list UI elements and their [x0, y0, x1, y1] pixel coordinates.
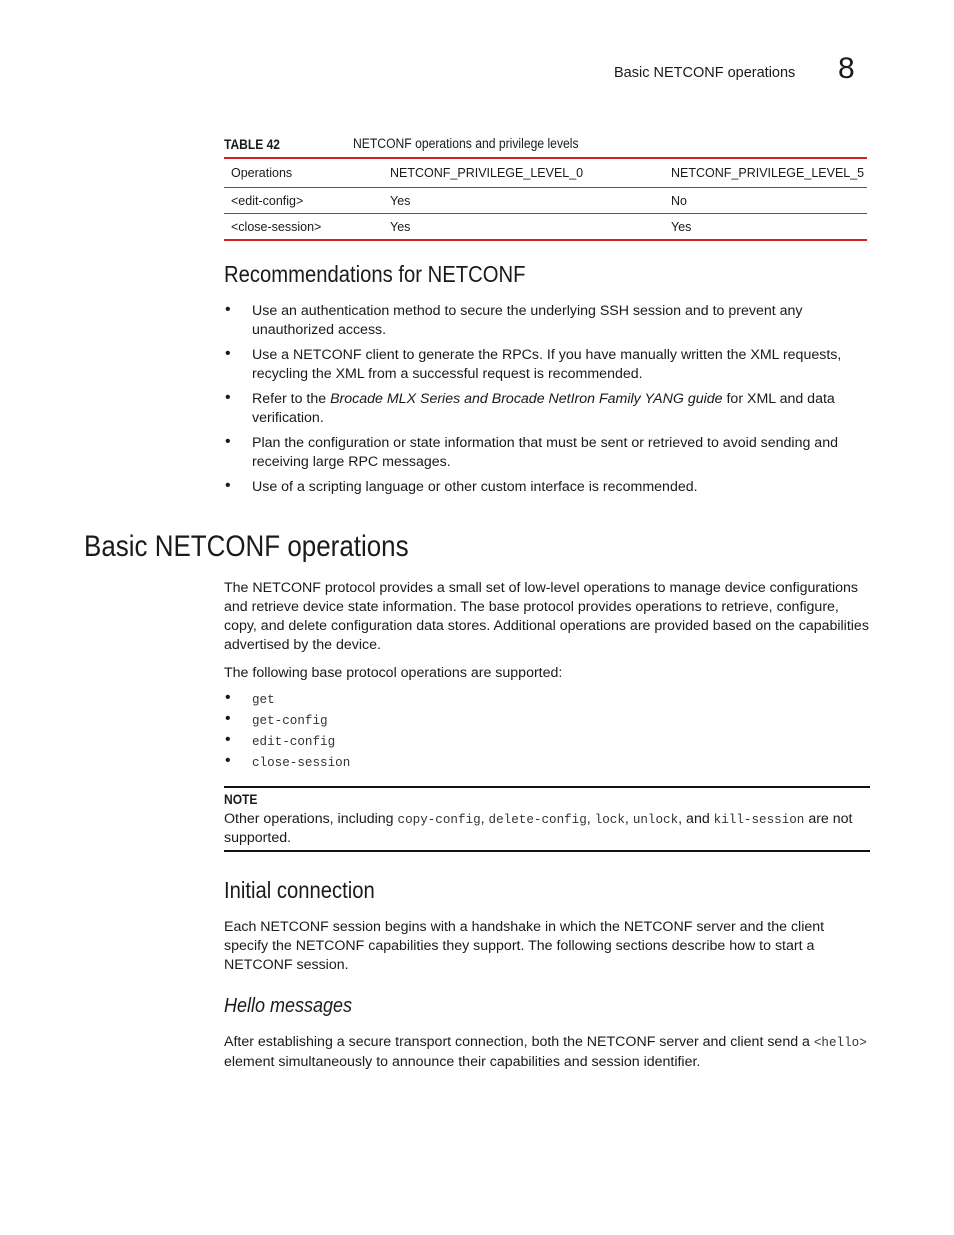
list-item: [224, 752, 624, 773]
list-item-text: Refer to the: [252, 391, 331, 407]
bullet-icon: •: [225, 345, 231, 362]
list-item: [224, 302, 872, 340]
list-item-text: Plan the configuration or state information that must be sent or retrieved to avoid sending and receiving large RPC messages.: [252, 435, 838, 470]
privilege-levels-table: [224, 157, 867, 241]
table-cell: No: [664, 188, 867, 214]
operation-code: edit-config: [252, 735, 336, 749]
bullet-icon: •: [225, 301, 231, 318]
table-row: [224, 188, 867, 214]
list-item: [224, 434, 872, 472]
lead-in-paragraph: The following base protocol operations are supported:: [224, 665, 563, 681]
note-code: copy-config: [397, 813, 481, 827]
initial-connection-paragraph: Each NETCONF session begins with a handshake in which the NETCONF server and the client specify the NETCONF capabilities they support. The following sections describe how to start a NETCONF session.: [224, 919, 825, 973]
list-item: [224, 689, 624, 710]
table-caption-title: NETCONF operations and privilege levels: [353, 136, 579, 151]
note-text: [224, 810, 870, 847]
operation-code: get: [252, 693, 275, 707]
table-header-row: [224, 158, 867, 188]
list-item: [224, 710, 624, 731]
section-heading: Basic NETCONF operations: [84, 530, 409, 563]
list-item: [224, 731, 624, 752]
table-cell: <close-session>: [224, 214, 383, 241]
table-header-cell: Operations: [224, 158, 383, 188]
recommendations-heading: Recommendations for NETCONF: [224, 261, 526, 287]
operation-code: close-session: [252, 756, 351, 770]
note-text-part: Other operations, including: [224, 811, 398, 827]
running-header-title: Basic NETCONF operations: [614, 65, 796, 81]
bullet-icon: •: [225, 731, 231, 748]
recommendations-list: [224, 302, 872, 503]
note-box: [224, 786, 870, 852]
bullet-icon: •: [225, 433, 231, 450]
note-code: unlock: [632, 813, 679, 827]
note-code: delete-config: [488, 813, 587, 827]
table-cell: Yes: [383, 214, 664, 241]
bullet-icon: •: [225, 389, 231, 406]
table-header-cell: NETCONF_PRIVILEGE_LEVEL_0: [383, 158, 664, 188]
hello-text: After establishing a secure transport connection, both the NETCONF server and client send a: [224, 1034, 814, 1050]
hello-code: <hello>: [813, 1036, 867, 1050]
note-code: kill-session: [713, 813, 805, 827]
subsubsection-heading: Hello messages: [224, 995, 353, 1017]
note-label: NOTE: [224, 791, 258, 807]
note-separator: ,: [586, 811, 595, 827]
bullet-icon: •: [225, 477, 231, 494]
hello-paragraph: [224, 1033, 869, 1072]
table-caption-label: TABLE 42: [224, 136, 280, 152]
list-item-text: Use a NETCONF client to generate the RPCs. If you have manually written the XML requests, recycling the XML from a successful request is recommended.: [252, 347, 842, 382]
subsection-heading: Initial connection: [224, 877, 375, 903]
list-item-text: Use an authentication method to secure the underlying SSH session and to prevent any unauthorized access.: [252, 303, 803, 338]
list-item: [224, 390, 872, 428]
list-item-text: for XML and data verification.: [252, 391, 835, 426]
guide-title: Brocade MLX Series and Brocade NetIron Family YANG guide: [330, 391, 723, 407]
list-item-text: Use of a scripting language or other custom interface is recommended.: [252, 479, 698, 495]
table-header-cell: NETCONF_PRIVILEGE_LEVEL_5: [664, 158, 867, 188]
table-cell: Yes: [383, 188, 664, 214]
table-cell: Yes: [664, 214, 867, 241]
note-text-part: are not supported.: [224, 811, 853, 846]
bullet-icon: •: [225, 710, 231, 727]
operations-list: [224, 689, 624, 773]
note-separator: ,: [624, 811, 633, 827]
note-code: lock: [594, 813, 625, 827]
list-item: [224, 478, 872, 497]
table-row: [224, 214, 867, 241]
bullet-icon: •: [225, 689, 231, 706]
note-separator: ,: [480, 811, 489, 827]
intro-paragraph: The NETCONF protocol provides a small set of low-level operations to manage device configurations and retrieve device state information. The base protocol provides operations to retrieve, configure, copy, and delete configuration data stores. Additional operations are provided based on the capabilities advertised by the device.: [224, 580, 869, 653]
hello-text: element simultaneously to announce their capabilities and session identifier.: [224, 1054, 701, 1070]
chapter-number: 8: [838, 52, 855, 85]
list-item: [224, 346, 872, 384]
bullet-icon: •: [225, 752, 231, 769]
operation-code: get-config: [252, 714, 328, 728]
note-separator: , and: [678, 811, 714, 827]
table-cell: <edit-config>: [224, 188, 383, 214]
